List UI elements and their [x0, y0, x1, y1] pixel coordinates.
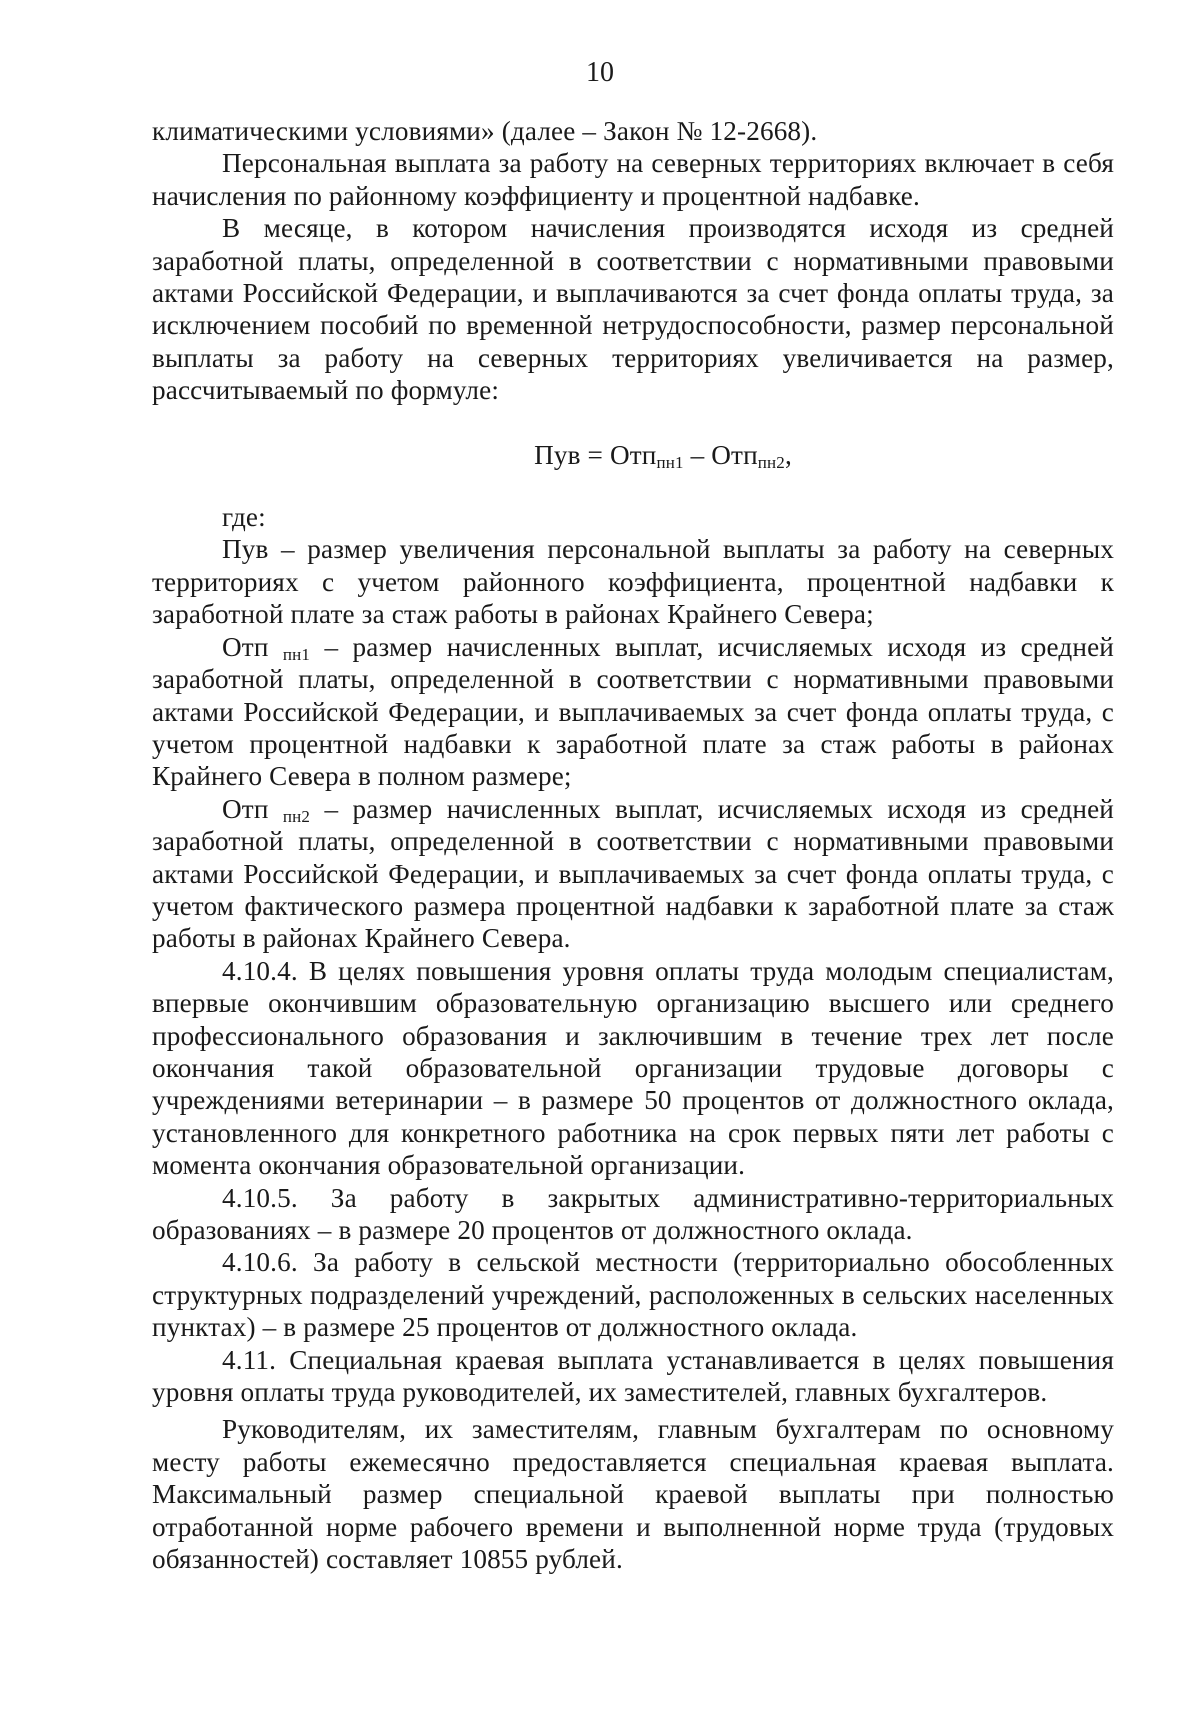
definition-otp1: [152, 631, 1114, 793]
definition-otp2: [152, 793, 1114, 955]
formula: [152, 439, 1114, 471]
definition-otp2-text: – размер начисленных выплат, исчисляемых исходя из средней заработной платы, определенной в соответствии с нормативными правовыми актами Российской Федерации, и выплачиваемых за счет фонда оплаты труда, с учетом фактического размера процентной надбавки к заработной плате за стаж работы в районах Крайнего Севера.: [152, 793, 1115, 954]
definition-otp2-name: Отп: [222, 793, 269, 824]
definition-otp1-sub: пн1: [282, 644, 311, 664]
paragraph-personal-payment: Персональная выплата за работу на северных территориях включает в себя начисления по районному коэффициенту и процентной надбавке.: [152, 148, 1114, 211]
body-text: [152, 115, 1114, 1575]
definition-puv: Пув – размер увеличения персональной выплаты за работу на северных территориях с учетом районного коэффициента, процентной надбавки к заработной плате за стаж работы в районах Крайнего Севера;: [152, 534, 1114, 630]
definition-otp1-text: – размер начисленных выплат, исчисляемых исходя из средней заработной платы, определенной в соответствии с нормативными правовыми актами Российской Федерации, и выплачиваемых за счет фонда оплаты труда, с учетом процентной надбавки к заработной плате за стаж работы в районах Крайнего Севера в полном размере;: [152, 631, 1115, 792]
formula-sub2: пн2: [757, 452, 785, 472]
clause-4-10-6: 4.10.6. За работу в сельской местности (территориально обособленных структурных подразделений учреждений, расположенных в сельских населенных пунктах) – в размере 25 процентов от должностного оклада.: [152, 1247, 1114, 1343]
definition-otp2-sub: пн2: [282, 806, 311, 826]
definition-otp1-name: Отп: [222, 631, 269, 662]
clause-4-11-managers: Руководителям, их заместителям, главным бухгалтерам по основному месту работы ежемесячно предоставляется специальная краевая выплата. Максимальный размер специальной краевой выплаты при полностью отработанной норме рабочего времени и выполненной норме труда (трудовых обязанностей) составляет 10855 рублей.: [152, 1414, 1114, 1575]
formula-lhs: Пув = Отп: [534, 439, 657, 470]
clause-4-10-4: 4.10.4. В целях повышения уровня оплаты труда молодым специалистам, впервые окончившим образовательную организацию высшего или среднего профессионального образования и заключившим в течение трех лет после окончания такой образовательной организации трудовые договоры с учреждениями ветеринарии – в размере 50 процентов от должностного оклада, установленного для конкретного работника на срок первых пяти лет работы с момента окончания образовательной организации.: [152, 955, 1114, 1181]
clause-4-10-5: 4.10.5. За работу в закрытых административно-территориальных образованиях – в размере 20 процентов от должностного оклада.: [152, 1182, 1114, 1245]
page-number: 10: [586, 57, 614, 88]
clause-4-11: 4.11. Специальная краевая выплата устанавливается в целях повышения уровня оплаты труда руководителей, их заместителей, главных бухгалтеров.: [152, 1344, 1114, 1408]
paragraph-continuation: климатическими условиями» (далее – Закон № 12-2668).: [152, 116, 818, 146]
where-label: где:: [222, 502, 266, 533]
formula-mid: – Отп: [683, 439, 758, 470]
paragraph-month-calculation: В месяце, в котором начисления производятся исходя из средней заработной платы, определенной в соответствии с нормативными правовыми актами Российской Федерации, и выплачиваются за счет фонда оплаты труда, за исключением пособий по временной нетрудоспособности, размер персональной выплаты за работу на северных территориях увеличивается на размер, рассчитываемый по формуле:: [152, 213, 1114, 406]
formula-end: ,: [784, 439, 792, 470]
formula-sub1: пн1: [656, 452, 684, 472]
